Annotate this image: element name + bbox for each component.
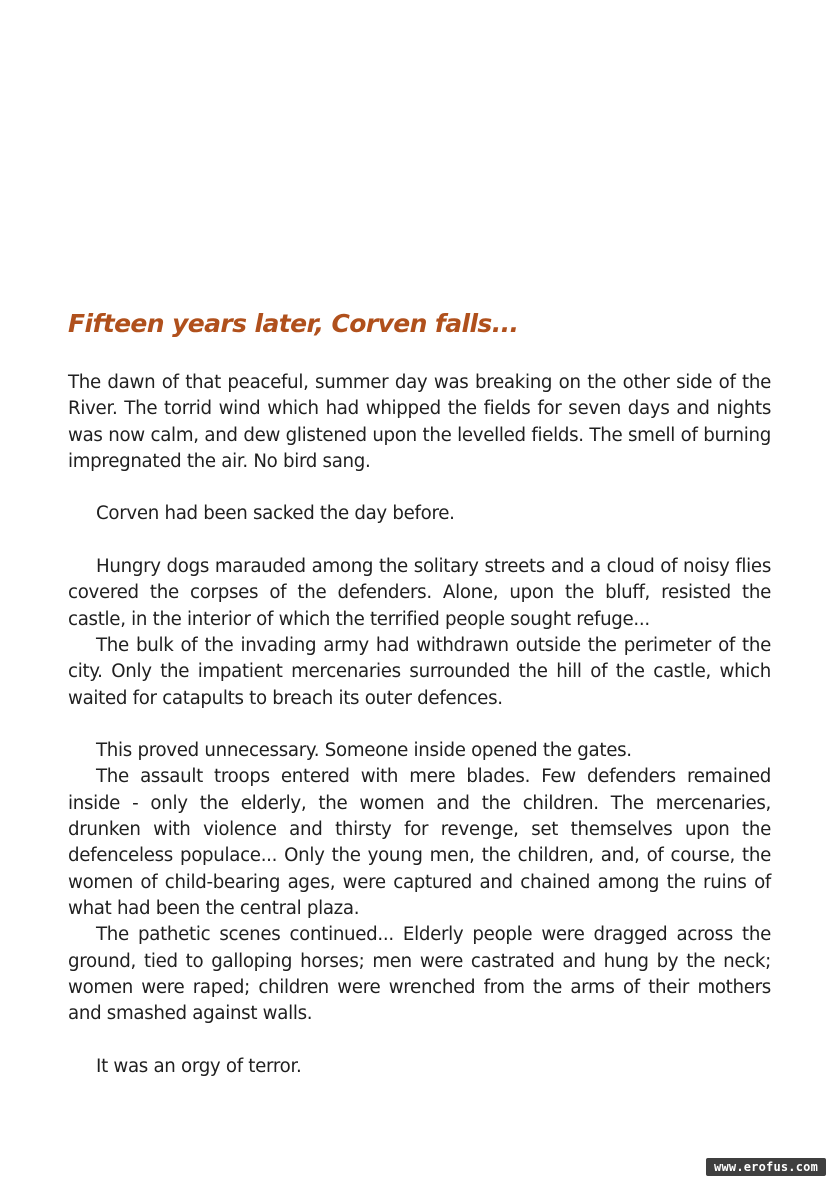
body-text bbox=[68, 370, 771, 1080]
paragraph-dawn: The dawn of that peaceful, summer day was breaking on the other side of the River. The torrid wind which had whipped the fields for seven days and nights was now calm, and dew glistened upon the levelled fields. The smell of burning impregnated the air. No bird sang. bbox=[68, 372, 771, 472]
paragraph-sacked: Corven had been sacked the day before. bbox=[96, 503, 455, 525]
paragraph-assault: The assault troops entered with mere blades. Few defenders remained inside - only the elderly, the women and the children. The mercenaries, drunken with violence and thirsty for revenge, set themselves upon the defenceless populace... Only the young men, the children, and, of course, the women of child-bearing ages, were captured and chained among the ruins of what had been the central plaza. bbox=[68, 766, 771, 919]
paragraph-gates: This proved unnecessary. Someone inside opened the gates. bbox=[96, 740, 632, 762]
paragraph-pathetic-scenes: The pathetic scenes continued... Elderly people were dragged across the ground, tied to galloping horses; men were castrated and hung by the neck; women were raped; children were wrenched from the arms of their mothers and smashed against walls. bbox=[68, 924, 771, 1025]
paragraph-hungry-dogs: Hungry dogs marauded among the solitary streets and a cloud of noisy flies covered the corpses of the defenders. Alone, upon the bluff, resisted the castle, in the interior of which the terrified people sought refuge... bbox=[68, 556, 771, 630]
paragraph-invading-army: The bulk of the invading army had withdrawn outside the perimeter of the city. Only the impatient mercenaries surrounded the hill of the castle, which waited for catapults to breach its outer defences. bbox=[68, 634, 771, 709]
paragraph-orgy: It was an orgy of terror. bbox=[96, 1055, 302, 1077]
watermark-label: www.erofus.com bbox=[706, 1158, 826, 1176]
chapter-heading: Fifteen years later, Corven falls... bbox=[68, 309, 519, 338]
